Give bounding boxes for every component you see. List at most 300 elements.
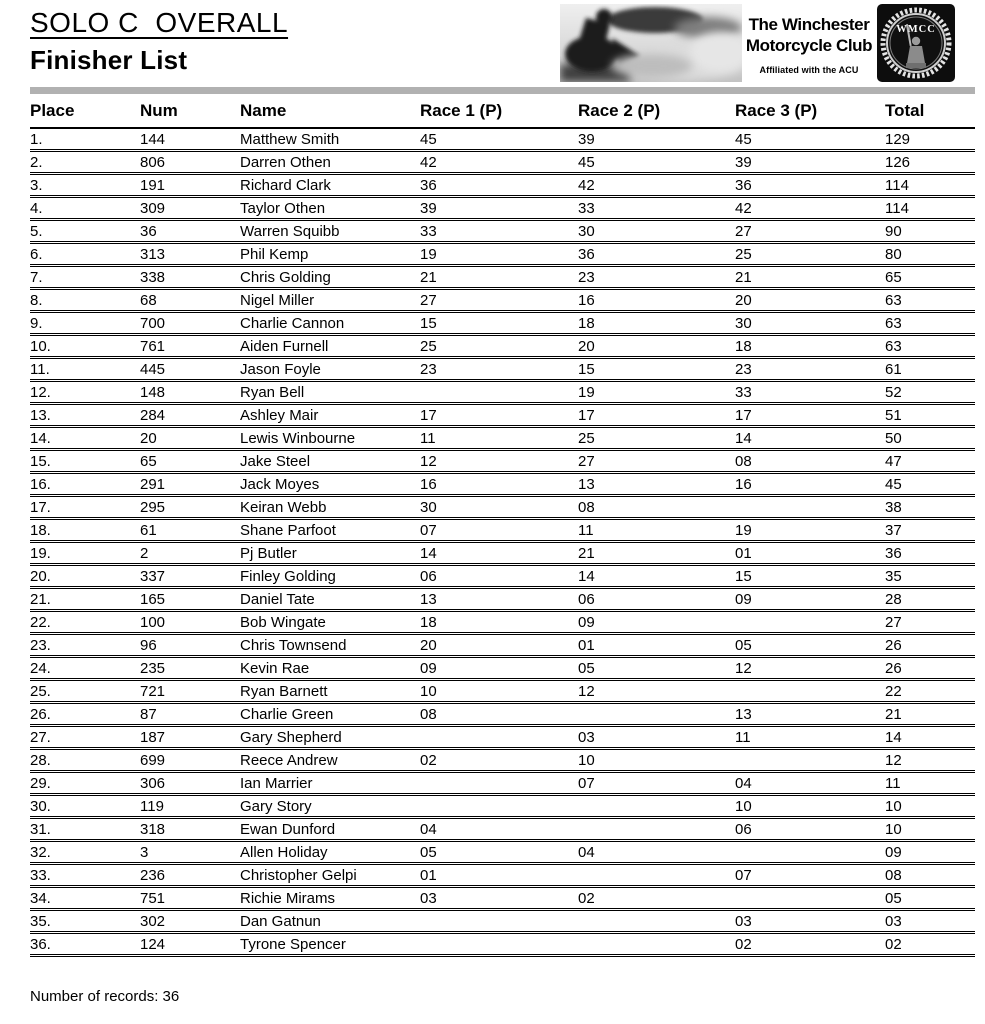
cell-race1 xyxy=(420,795,578,818)
cell-place: 15. xyxy=(30,450,140,473)
cell-place: 2. xyxy=(30,151,140,174)
cell-total: 36 xyxy=(885,542,975,565)
cell-race1 xyxy=(420,933,578,956)
cell-place: 29. xyxy=(30,772,140,795)
cell-race3: 45 xyxy=(735,128,885,151)
cell-race2 xyxy=(578,703,735,726)
cell-race2: 36 xyxy=(578,243,735,266)
cell-race3: 08 xyxy=(735,450,885,473)
table-row xyxy=(30,910,975,933)
cell-race3: 11 xyxy=(735,726,885,749)
cell-num: 96 xyxy=(140,634,240,657)
cell-race1: 15 xyxy=(420,312,578,335)
cell-race3: 23 xyxy=(735,358,885,381)
table-row xyxy=(30,542,975,565)
cell-total: 27 xyxy=(885,611,975,634)
table-row xyxy=(30,381,975,404)
cell-place: 28. xyxy=(30,749,140,772)
cell-total: 126 xyxy=(885,151,975,174)
cell-name: Tyrone Spencer xyxy=(240,933,420,956)
cell-race1: 17 xyxy=(420,404,578,427)
cell-name: Keiran Webb xyxy=(240,496,420,519)
cell-race1: 06 xyxy=(420,565,578,588)
cell-total: 11 xyxy=(885,772,975,795)
table-row xyxy=(30,174,975,197)
cell-num: 236 xyxy=(140,864,240,887)
cell-race3: 13 xyxy=(735,703,885,726)
cell-total: 28 xyxy=(885,588,975,611)
cell-place: 11. xyxy=(30,358,140,381)
cell-total: 52 xyxy=(885,381,975,404)
cell-num: 721 xyxy=(140,680,240,703)
cell-race2: 45 xyxy=(578,151,735,174)
cell-race3: 12 xyxy=(735,657,885,680)
cell-place: 33. xyxy=(30,864,140,887)
club-name xyxy=(742,15,876,56)
cell-total: 38 xyxy=(885,496,975,519)
cell-race3: 25 xyxy=(735,243,885,266)
cell-race3: 36 xyxy=(735,174,885,197)
cell-num: 65 xyxy=(140,450,240,473)
cell-place: 17. xyxy=(30,496,140,519)
table-row xyxy=(30,611,975,634)
cell-race1: 25 xyxy=(420,335,578,358)
cell-race2: 04 xyxy=(578,841,735,864)
cell-num: 2 xyxy=(140,542,240,565)
cell-race3: 15 xyxy=(735,565,885,588)
cell-total: 14 xyxy=(885,726,975,749)
cell-race3 xyxy=(735,749,885,772)
cell-race2: 39 xyxy=(578,128,735,151)
results-table-header xyxy=(30,97,975,128)
cell-total: 61 xyxy=(885,358,975,381)
cell-num: 700 xyxy=(140,312,240,335)
cell-race2: 02 xyxy=(578,887,735,910)
cell-total: 80 xyxy=(885,243,975,266)
cell-place: 22. xyxy=(30,611,140,634)
cell-race1: 03 xyxy=(420,887,578,910)
cell-name: Matthew Smith xyxy=(240,128,420,151)
cell-num: 337 xyxy=(140,565,240,588)
report-title: Finisher List xyxy=(30,45,188,75)
divider-bar xyxy=(30,87,975,94)
cell-name: Phil Kemp xyxy=(240,243,420,266)
cell-place: 20. xyxy=(30,565,140,588)
cell-total: 129 xyxy=(885,128,975,151)
cell-race3: 02 xyxy=(735,933,885,956)
col-header-num: Num xyxy=(140,97,240,128)
cell-race2: 10 xyxy=(578,749,735,772)
cell-name: Dan Gatnun xyxy=(240,910,420,933)
cell-name: Charlie Cannon xyxy=(240,312,420,335)
cell-race3: 09 xyxy=(735,588,885,611)
cell-race1 xyxy=(420,910,578,933)
cell-race1: 08 xyxy=(420,703,578,726)
cell-name: Finley Golding xyxy=(240,565,420,588)
cell-place: 25. xyxy=(30,680,140,703)
cell-name: Jason Foyle xyxy=(240,358,420,381)
cell-race3: 42 xyxy=(735,197,885,220)
cell-race3: 33 xyxy=(735,381,885,404)
cell-place: 16. xyxy=(30,473,140,496)
cell-place: 27. xyxy=(30,726,140,749)
cell-num: 445 xyxy=(140,358,240,381)
cell-total: 08 xyxy=(885,864,975,887)
cell-total: 47 xyxy=(885,450,975,473)
cell-race2: 14 xyxy=(578,565,735,588)
cell-place: 32. xyxy=(30,841,140,864)
motocross-rider-photo-icon xyxy=(560,4,742,82)
cell-total: 26 xyxy=(885,657,975,680)
cell-race2: 09 xyxy=(578,611,735,634)
cell-place: 8. xyxy=(30,289,140,312)
cell-place: 4. xyxy=(30,197,140,220)
cell-race1: 45 xyxy=(420,128,578,151)
table-row xyxy=(30,220,975,243)
cell-race2: 33 xyxy=(578,197,735,220)
cell-race1: 23 xyxy=(420,358,578,381)
cell-total: 65 xyxy=(885,266,975,289)
cell-num: 302 xyxy=(140,910,240,933)
table-row xyxy=(30,450,975,473)
col-header-race1: Race 1 (P) xyxy=(420,97,578,128)
cell-total: 37 xyxy=(885,519,975,542)
cell-race1: 05 xyxy=(420,841,578,864)
cell-race2: 15 xyxy=(578,358,735,381)
cell-race1: 09 xyxy=(420,657,578,680)
cell-race1: 12 xyxy=(420,450,578,473)
table-row xyxy=(30,841,975,864)
cell-name: Jake Steel xyxy=(240,450,420,473)
cell-num: 338 xyxy=(140,266,240,289)
cell-race2: 42 xyxy=(578,174,735,197)
cell-num: 187 xyxy=(140,726,240,749)
cell-place: 13. xyxy=(30,404,140,427)
cell-num: 751 xyxy=(140,887,240,910)
cell-num: 306 xyxy=(140,772,240,795)
cell-race1: 19 xyxy=(420,243,578,266)
cell-num: 3 xyxy=(140,841,240,864)
club-text-block xyxy=(742,4,876,82)
cell-race3: 10 xyxy=(735,795,885,818)
cell-name: Christopher Gelpi xyxy=(240,864,420,887)
cell-name: Taylor Othen xyxy=(240,197,420,220)
cell-race1: 20 xyxy=(420,634,578,657)
cell-race2: 17 xyxy=(578,404,735,427)
cell-race2: 25 xyxy=(578,427,735,450)
cell-race1: 01 xyxy=(420,864,578,887)
cell-race1: 04 xyxy=(420,818,578,841)
cell-race2: 19 xyxy=(578,381,735,404)
table-row xyxy=(30,933,975,956)
table-row xyxy=(30,657,975,680)
cell-total: 63 xyxy=(885,312,975,335)
cell-total: 05 xyxy=(885,887,975,910)
cell-name: Ryan Barnett xyxy=(240,680,420,703)
table-row xyxy=(30,289,975,312)
cell-name: Ashley Mair xyxy=(240,404,420,427)
cell-num: 806 xyxy=(140,151,240,174)
table-row xyxy=(30,772,975,795)
table-row xyxy=(30,726,975,749)
cell-place: 10. xyxy=(30,335,140,358)
table-row xyxy=(30,266,975,289)
cell-race2: 18 xyxy=(578,312,735,335)
table-row xyxy=(30,565,975,588)
cell-place: 14. xyxy=(30,427,140,450)
cell-total: 03 xyxy=(885,910,975,933)
cell-num: 68 xyxy=(140,289,240,312)
cell-num: 124 xyxy=(140,933,240,956)
table-row xyxy=(30,335,975,358)
results-table-body xyxy=(30,128,975,956)
table-row xyxy=(30,496,975,519)
cell-name: Daniel Tate xyxy=(240,588,420,611)
cell-num: 318 xyxy=(140,818,240,841)
table-row xyxy=(30,404,975,427)
cell-name: Warren Squibb xyxy=(240,220,420,243)
cell-race1: 14 xyxy=(420,542,578,565)
cell-race3: 06 xyxy=(735,818,885,841)
cell-num: 309 xyxy=(140,197,240,220)
club-banner xyxy=(560,4,955,82)
cell-place: 35. xyxy=(30,910,140,933)
cell-num: 20 xyxy=(140,427,240,450)
cell-race3: 18 xyxy=(735,335,885,358)
cell-total: 22 xyxy=(885,680,975,703)
cell-name: Richard Clark xyxy=(240,174,420,197)
cell-name: Lewis Winbourne xyxy=(240,427,420,450)
cell-place: 34. xyxy=(30,887,140,910)
cell-race3: 07 xyxy=(735,864,885,887)
cell-race3 xyxy=(735,496,885,519)
cell-race1: 13 xyxy=(420,588,578,611)
cell-place: 1. xyxy=(30,128,140,151)
cell-race3: 03 xyxy=(735,910,885,933)
cell-race3: 16 xyxy=(735,473,885,496)
cell-race2 xyxy=(578,795,735,818)
table-row xyxy=(30,887,975,910)
cell-race1 xyxy=(420,772,578,795)
cell-total: 114 xyxy=(885,174,975,197)
table-row xyxy=(30,151,975,174)
cell-name: Aiden Furnell xyxy=(240,335,420,358)
cell-place: 24. xyxy=(30,657,140,680)
club-affiliation: Affiliated with the ACU xyxy=(759,65,859,76)
cell-num: 291 xyxy=(140,473,240,496)
cell-race3: 27 xyxy=(735,220,885,243)
cell-total: 90 xyxy=(885,220,975,243)
cell-num: 36 xyxy=(140,220,240,243)
cell-race1: 21 xyxy=(420,266,578,289)
cell-total: 26 xyxy=(885,634,975,657)
cell-place: 18. xyxy=(30,519,140,542)
cell-place: 30. xyxy=(30,795,140,818)
cell-race3 xyxy=(735,841,885,864)
table-row xyxy=(30,197,975,220)
cell-race2: 06 xyxy=(578,588,735,611)
table-row xyxy=(30,243,975,266)
cell-name: Ryan Bell xyxy=(240,381,420,404)
cell-name: Charlie Green xyxy=(240,703,420,726)
cell-race3: 21 xyxy=(735,266,885,289)
table-row xyxy=(30,358,975,381)
cell-race1: 11 xyxy=(420,427,578,450)
table-row xyxy=(30,473,975,496)
cell-name: Bob Wingate xyxy=(240,611,420,634)
cell-total: 12 xyxy=(885,749,975,772)
cell-race3 xyxy=(735,887,885,910)
cell-race3: 05 xyxy=(735,634,885,657)
cell-name: Darren Othen xyxy=(240,151,420,174)
cell-race2 xyxy=(578,864,735,887)
table-row xyxy=(30,427,975,450)
header-row xyxy=(30,97,975,128)
cell-total: 63 xyxy=(885,289,975,312)
cell-num: 165 xyxy=(140,588,240,611)
cell-num: 284 xyxy=(140,404,240,427)
cell-race3 xyxy=(735,611,885,634)
cell-race2 xyxy=(578,933,735,956)
cell-name: Gary Shepherd xyxy=(240,726,420,749)
club-name-line2: Motorcycle Club xyxy=(745,35,873,55)
page-title: SOLO C OVERALL xyxy=(30,7,289,38)
cell-name: Kevin Rae xyxy=(240,657,420,680)
cell-total: 09 xyxy=(885,841,975,864)
cell-race2: 20 xyxy=(578,335,735,358)
cell-place: 31. xyxy=(30,818,140,841)
cell-race2: 05 xyxy=(578,657,735,680)
cell-race1: 42 xyxy=(420,151,578,174)
cell-name: Ewan Dunford xyxy=(240,818,420,841)
cell-race1: 16 xyxy=(420,473,578,496)
cell-race2: 11 xyxy=(578,519,735,542)
cell-race1: 02 xyxy=(420,749,578,772)
cell-name: Allen Holiday xyxy=(240,841,420,864)
cell-place: 6. xyxy=(30,243,140,266)
table-row xyxy=(30,749,975,772)
table-row xyxy=(30,864,975,887)
cell-place: 19. xyxy=(30,542,140,565)
cell-race2: 12 xyxy=(578,680,735,703)
table-row xyxy=(30,680,975,703)
cell-name: Nigel Miller xyxy=(240,289,420,312)
cell-num: 191 xyxy=(140,174,240,197)
cell-name: Ian Marrier xyxy=(240,772,420,795)
table-row xyxy=(30,795,975,818)
cell-race2: 01 xyxy=(578,634,735,657)
cell-place: 5. xyxy=(30,220,140,243)
cell-race1 xyxy=(420,381,578,404)
cell-name: Gary Story xyxy=(240,795,420,818)
cell-race3: 04 xyxy=(735,772,885,795)
cell-num: 761 xyxy=(140,335,240,358)
cell-name: Reece Andrew xyxy=(240,749,420,772)
cell-race3: 30 xyxy=(735,312,885,335)
cell-place: 36. xyxy=(30,933,140,956)
cell-total: 63 xyxy=(885,335,975,358)
cell-race2: 03 xyxy=(578,726,735,749)
cell-race3: 01 xyxy=(735,542,885,565)
cell-race1: 27 xyxy=(420,289,578,312)
cell-place: 7. xyxy=(30,266,140,289)
cell-name: Chris Townsend xyxy=(240,634,420,657)
cell-total: 35 xyxy=(885,565,975,588)
col-header-race3: Race 3 (P) xyxy=(735,97,885,128)
cell-total: 50 xyxy=(885,427,975,450)
cell-race1: 18 xyxy=(420,611,578,634)
club-name-line1: The Winchester xyxy=(748,15,870,34)
cell-race1: 30 xyxy=(420,496,578,519)
cell-place: 23. xyxy=(30,634,140,657)
cell-race2: 07 xyxy=(578,772,735,795)
cell-place: 26. xyxy=(30,703,140,726)
table-row xyxy=(30,128,975,151)
cell-num: 100 xyxy=(140,611,240,634)
cell-race3: 17 xyxy=(735,404,885,427)
wmcc-tyre-badge-icon xyxy=(877,4,955,82)
cell-race1: 07 xyxy=(420,519,578,542)
cell-place: 21. xyxy=(30,588,140,611)
cell-race1: 39 xyxy=(420,197,578,220)
cell-name: Richie Mirams xyxy=(240,887,420,910)
cell-total: 21 xyxy=(885,703,975,726)
cell-num: 699 xyxy=(140,749,240,772)
cell-total: 10 xyxy=(885,818,975,841)
col-header-name: Name xyxy=(240,97,420,128)
cell-race2: 08 xyxy=(578,496,735,519)
col-header-place: Place xyxy=(30,97,140,128)
cell-num: 119 xyxy=(140,795,240,818)
table-row xyxy=(30,312,975,335)
cell-race3: 14 xyxy=(735,427,885,450)
cell-num: 148 xyxy=(140,381,240,404)
cell-race1: 36 xyxy=(420,174,578,197)
cell-race2: 13 xyxy=(578,473,735,496)
col-header-total: Total xyxy=(885,97,975,128)
record-count: Number of records: 36 xyxy=(30,988,180,1005)
col-header-race2: Race 2 (P) xyxy=(578,97,735,128)
cell-name: Jack Moyes xyxy=(240,473,420,496)
cell-race2 xyxy=(578,818,735,841)
table-row xyxy=(30,703,975,726)
table-row xyxy=(30,588,975,611)
cell-name: Pj Butler xyxy=(240,542,420,565)
cell-num: 295 xyxy=(140,496,240,519)
table-row xyxy=(30,634,975,657)
cell-race3: 19 xyxy=(735,519,885,542)
cell-race3: 20 xyxy=(735,289,885,312)
cell-race3: 39 xyxy=(735,151,885,174)
cell-num: 235 xyxy=(140,657,240,680)
cell-num: 61 xyxy=(140,519,240,542)
table-row xyxy=(30,519,975,542)
cell-total: 10 xyxy=(885,795,975,818)
cell-race2: 30 xyxy=(578,220,735,243)
cell-race2: 23 xyxy=(578,266,735,289)
cell-race2: 27 xyxy=(578,450,735,473)
cell-race3 xyxy=(735,680,885,703)
cell-num: 87 xyxy=(140,703,240,726)
cell-total: 114 xyxy=(885,197,975,220)
cell-total: 51 xyxy=(885,404,975,427)
cell-name: Shane Parfoot xyxy=(240,519,420,542)
table-row xyxy=(30,818,975,841)
cell-total: 45 xyxy=(885,473,975,496)
cell-race2: 16 xyxy=(578,289,735,312)
cell-name: Chris Golding xyxy=(240,266,420,289)
cell-num: 144 xyxy=(140,128,240,151)
